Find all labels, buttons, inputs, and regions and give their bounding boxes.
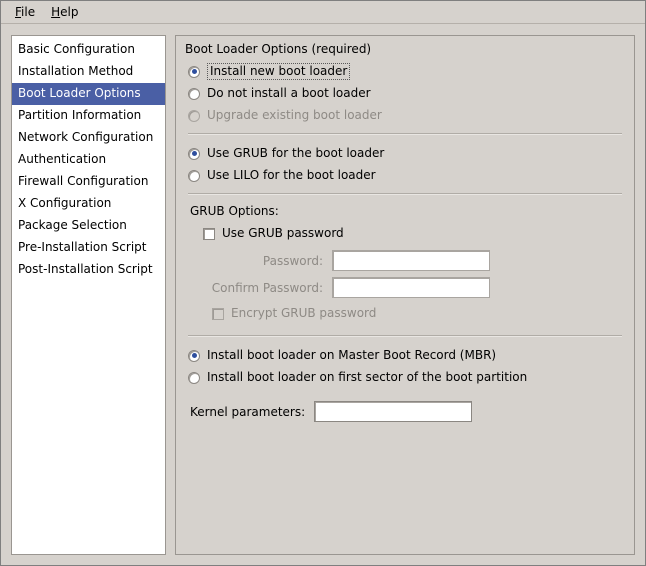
radio-label: Install boot loader on Master Boot Record (MBR)	[207, 348, 497, 362]
radio-indicator-icon	[188, 372, 200, 384]
radio-indicator-icon	[188, 170, 200, 182]
grub-options-title: GRUB Options:	[190, 204, 279, 218]
radio-install-new-boot-loader[interactable]	[188, 62, 622, 81]
boot-loader-options-panel	[175, 35, 635, 555]
radio-label: Use GRUB for the boot loader	[207, 146, 385, 160]
sidebar-item-label: Authentication	[18, 152, 107, 166]
sidebar-item-x-configuration[interactable]	[12, 193, 165, 215]
radio-upgrade-existing-boot-loader	[188, 106, 622, 125]
checkbox-label: Encrypt GRUB password	[231, 306, 377, 320]
divider	[188, 335, 622, 337]
sidebar-item-label: Package Selection	[18, 218, 127, 232]
radio-indicator-icon	[188, 110, 200, 122]
sidebar-item-label: Firewall Configuration	[18, 174, 149, 188]
radio-do-not-install-boot-loader[interactable]	[188, 84, 622, 103]
radio-indicator-icon	[188, 148, 200, 160]
kernel-parameters-label: Kernel parameters:	[190, 404, 306, 419]
sidebar-item-pre-installation-script[interactable]	[12, 237, 165, 259]
sidebar-item-basic-configuration[interactable]	[12, 39, 165, 61]
radio-install-on-mbr[interactable]	[188, 346, 622, 365]
main-content	[1, 25, 645, 565]
navigation-sidebar[interactable]	[11, 35, 166, 555]
sidebar-item-authentication[interactable]	[12, 149, 165, 171]
sidebar-item-label: Post-Installation Script	[18, 262, 153, 276]
radio-label: Upgrade existing boot loader	[207, 108, 382, 122]
checkbox-indicator-icon	[212, 308, 224, 320]
sidebar-item-label: Partition Information	[18, 108, 142, 122]
menu-file[interactable]: File	[15, 4, 36, 19]
checkbox-indicator-icon	[203, 228, 215, 240]
radio-indicator-icon	[188, 88, 200, 100]
sidebar-item-label: Basic Configuration	[18, 42, 135, 56]
checkbox-encrypt-grub-password	[212, 304, 622, 323]
menu-help[interactable]: Help	[51, 4, 79, 19]
sidebar-item-package-selection[interactable]	[12, 215, 165, 237]
password-label: Password:	[262, 253, 323, 268]
radio-label: Do not install a boot loader	[207, 86, 371, 100]
confirm-password-row	[203, 277, 622, 298]
radio-use-lilo[interactable]	[188, 166, 622, 185]
sidebar-item-network-configuration[interactable]	[12, 127, 165, 149]
confirm-password-input[interactable]	[332, 277, 490, 298]
radio-label: Use LILO for the boot loader	[207, 168, 376, 182]
sidebar-item-label: X Configuration	[18, 196, 112, 210]
divider	[188, 133, 622, 135]
sidebar-item-partition-information[interactable]	[12, 105, 165, 127]
sidebar-item-label: Pre-Installation Script	[18, 240, 147, 254]
radio-label: Install boot loader on first sector of the boot partition	[207, 370, 528, 384]
radio-indicator-icon	[188, 350, 200, 362]
kernel-parameters-row	[190, 401, 622, 422]
radio-install-on-boot-partition[interactable]	[188, 368, 622, 387]
radio-use-grub[interactable]	[188, 144, 622, 163]
checkbox-use-grub-password[interactable]	[203, 224, 622, 243]
sidebar-item-label: Installation Method	[18, 64, 134, 78]
divider	[188, 193, 622, 195]
checkbox-label: Use GRUB password	[222, 226, 344, 240]
sidebar-item-installation-method[interactable]	[12, 61, 165, 83]
sidebar-item-post-installation-script[interactable]	[12, 259, 165, 281]
sidebar-item-boot-loader-options[interactable]	[12, 83, 165, 105]
menu-bar	[1, 1, 645, 24]
kernel-parameters-input[interactable]	[314, 401, 472, 422]
sidebar-item-label: Boot Loader Options	[18, 86, 141, 100]
password-row	[203, 250, 622, 271]
password-input[interactable]	[332, 250, 490, 271]
radio-label: Install new boot loader	[207, 63, 350, 80]
sidebar-item-label: Network Configuration	[18, 130, 154, 144]
radio-indicator-icon	[188, 66, 200, 78]
sidebar-item-firewall-configuration[interactable]	[12, 171, 165, 193]
panel-group-title: Boot Loader Options (required)	[185, 42, 372, 56]
confirm-password-label: Confirm Password:	[211, 280, 323, 295]
